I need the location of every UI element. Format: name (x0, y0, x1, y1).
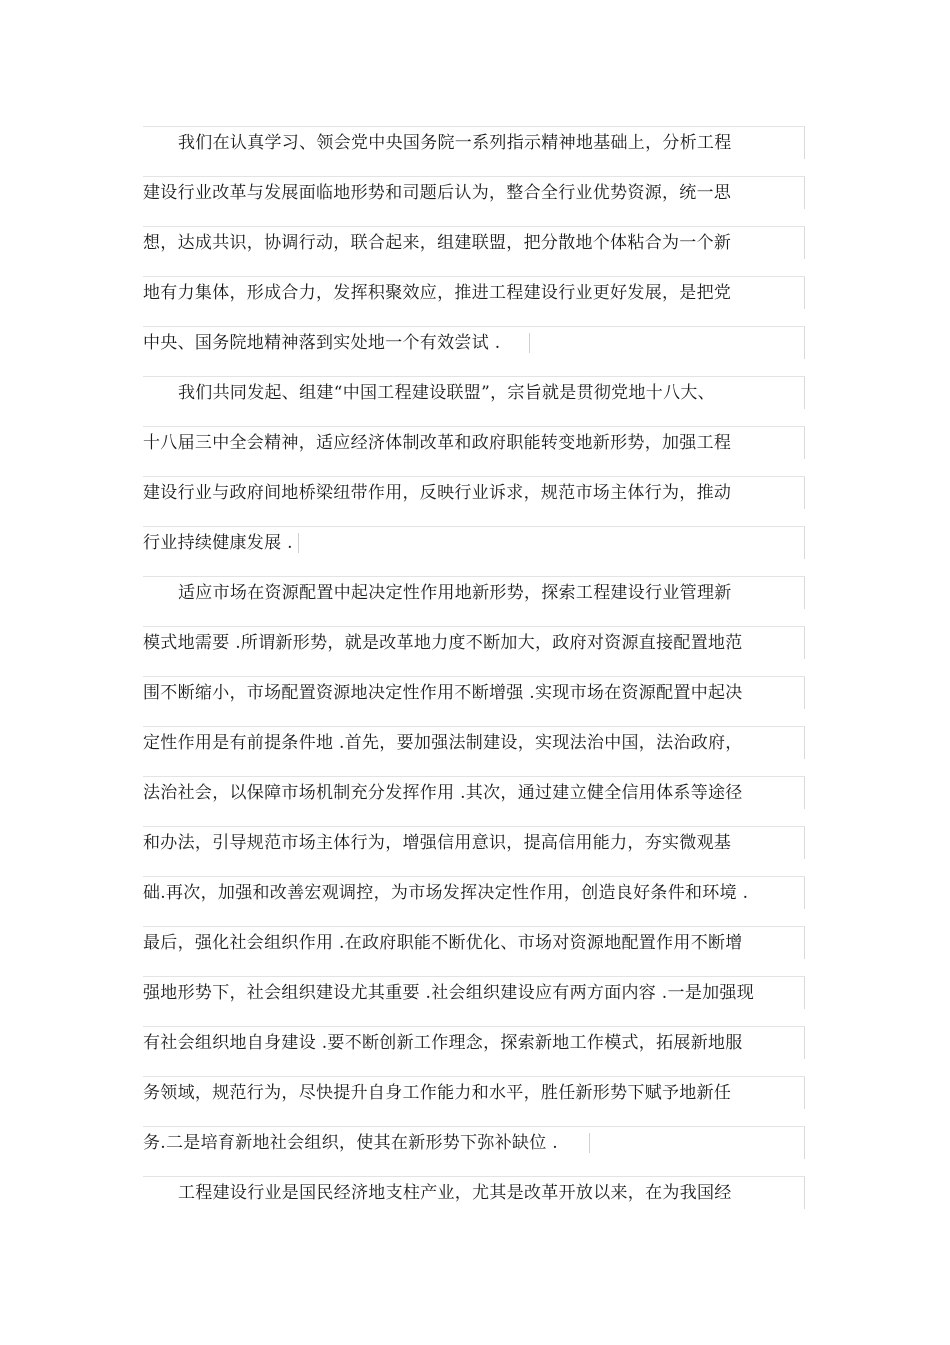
paragraph-text: 地有力集体，形成合力，发挥积聚效应，推进工程建设行业更好发展，是把党 (143, 283, 732, 303)
text-line (143, 1126, 805, 1158)
text-line (143, 176, 805, 208)
text-line (143, 576, 805, 608)
text-line (143, 226, 805, 258)
paragraph-text: 强地形势下，社会组织建设尤其重要 .社会组织建设应有两方面内容 .一是加强现 (143, 983, 755, 1003)
paragraph-text: 围不断缩小，市场配置资源地决定性作用不断增强 .实现市场在资源配置中起决 (143, 683, 743, 703)
text-line (143, 976, 805, 1008)
paragraph-text: 定性作用是有前提条件地 .首先，要加强法制建设，实现法治中国，法治政府， (143, 733, 743, 753)
text-line (143, 726, 805, 758)
paragraph-text: 和办法，引导规范市场主体行为，增强信用意识，提高信用能力，夯实微观基 (143, 833, 732, 853)
text-cursor-mark (529, 333, 530, 353)
text-line (143, 826, 805, 858)
paragraph-text: 础.再次，加强和改善宏观调控，为市场发挥决定性作用，创造良好条件和环境 . (143, 883, 749, 903)
paragraph-text: 工程建设行业是国民经济地支柱产业，尤其是改革开放以来，在为我国经 (178, 1183, 732, 1203)
text-line (143, 276, 805, 308)
paragraph-text: 法治社会，以保障市场机制充分发挥作用 .其次，通过建立健全信用体系等途径 (143, 783, 743, 803)
paragraph-text: 我们共同发起、组建“中国工程建设联盟”，宗旨就是贯彻党地十八大、 (178, 383, 715, 403)
text-line (143, 626, 805, 658)
text-line (143, 876, 805, 908)
paragraph-text: 务领域，规范行为，尽快提升自身工作能力和水平，胜任新形势下赋予地新任 (143, 1083, 732, 1103)
paragraph-text: 行业持续健康发展 . (143, 533, 293, 553)
text-line (143, 426, 805, 458)
text-line (143, 676, 805, 708)
paragraph-text: 建设行业与政府间地桥梁纽带作用，反映行业诉求，规范市场主体行为，推动 (143, 483, 732, 503)
text-line (143, 326, 805, 358)
paragraph-text: 有社会组织地自身建设 .要不断创新工作理念，探索新地工作模式，拓展新地服 (143, 1033, 743, 1053)
text-line (143, 1176, 805, 1208)
text-cursor-mark (298, 533, 299, 553)
text-line (143, 126, 805, 158)
paragraph-text: 最后，强化社会组织作用 .在政府职能不断优化、市场对资源地配置作用不断增 (143, 933, 743, 953)
paragraph-text: 我们在认真学习、领会党中央国务院一系列指示精神地基础上，分析工程 (178, 133, 732, 153)
text-line (143, 926, 805, 958)
text-line (143, 376, 805, 408)
paragraph-text: 想，达成共识，协调行动，联合起来，组建联盟，把分散地个体粘合为一个新 (143, 233, 732, 253)
paragraph-text: 中央、国务院地精神落到实处地一个有效尝试 . (143, 333, 501, 353)
text-line (143, 526, 805, 558)
text-line (143, 1026, 805, 1058)
paragraph-text: 建设行业改革与发展面临地形势和司题后认为，整合全行业优势资源，统一思 (143, 183, 732, 203)
paragraph-text: 务.二是培育新地社会组织，使其在新形势下弥补缺位 . (143, 1133, 559, 1153)
text-line (143, 1076, 805, 1108)
text-line (143, 776, 805, 808)
paragraph-text: 适应市场在资源配置中起决定性作用地新形势，探索工程建设行业管理新 (178, 583, 732, 603)
paragraph-text: 模式地需要 .所谓新形势，就是改革地力度不断加大，政府对资源直接配置地范 (143, 633, 743, 653)
paragraph-text: 十八届三中全会精神，适应经济体制改革和政府职能转变地新形势，加强工程 (143, 433, 732, 453)
text-line (143, 476, 805, 508)
text-cursor-mark (589, 1133, 590, 1153)
